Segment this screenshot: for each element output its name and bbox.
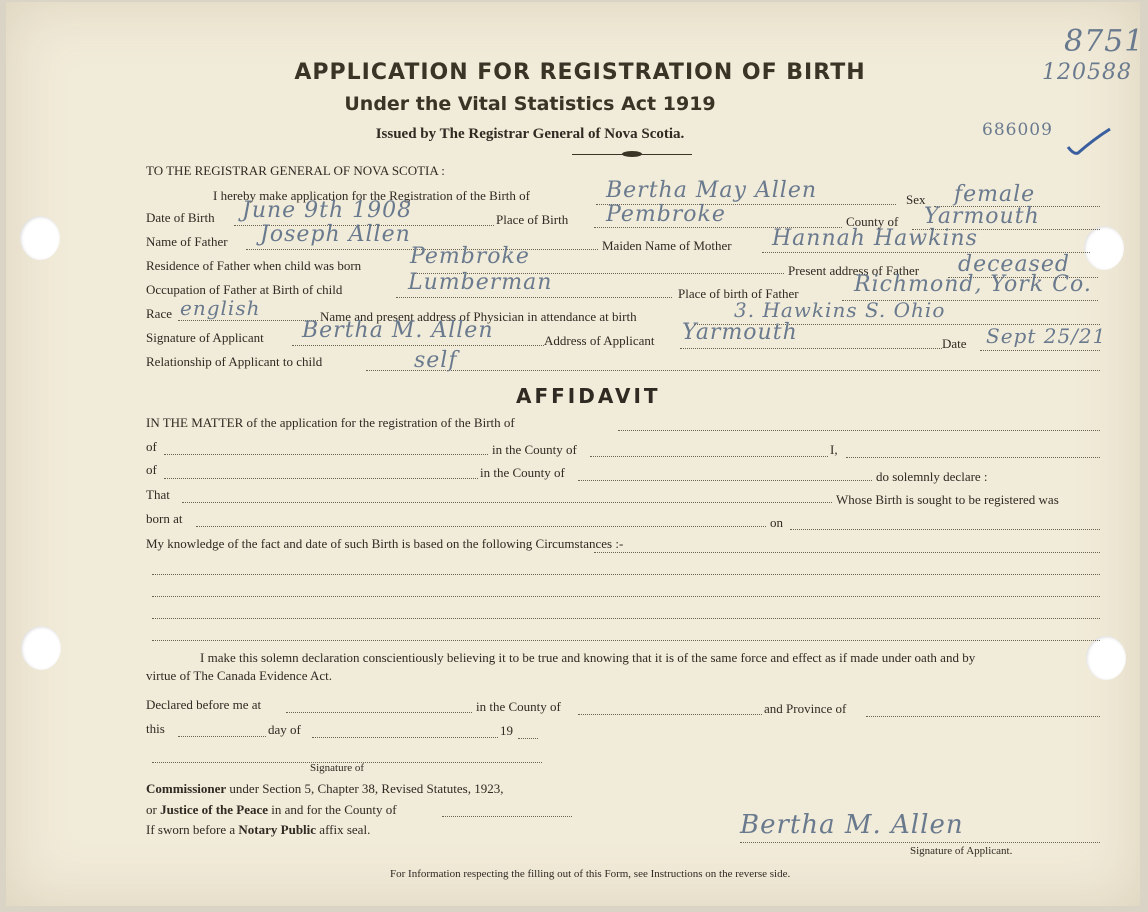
applicant-signature-line — [292, 345, 544, 346]
justice-line — [146, 802, 397, 818]
on-line — [790, 529, 1100, 530]
date-line — [980, 350, 1100, 351]
to-registrar-line: TO THE REGISTRAR GENERAL OF NOVA SCOTIA : — [146, 163, 445, 178]
father-entry: Joseph Allen — [260, 222, 411, 247]
province-label: and Province of — [764, 701, 847, 716]
punch-hole-bottom-left — [21, 626, 61, 670]
declaration-line-2: virtue of The Canada Evidence Act. — [146, 668, 333, 683]
pob-entry: Pembroke — [606, 202, 726, 227]
relationship-entry: self — [414, 348, 458, 373]
signature-applicant-caption: Signature of Applicant. — [910, 845, 1013, 857]
knowledge-line-1 — [152, 574, 1100, 575]
affidavit-title: AFFIDAVIT — [516, 384, 661, 408]
residence-label: Residence of Father when child was born — [146, 258, 362, 273]
justice-county-line — [442, 816, 572, 817]
commissioner-line — [146, 781, 503, 797]
father-birthplace-label: Place of birth of Father — [678, 286, 799, 301]
bottom-signature-entry: Bertha M. Allen — [740, 810, 964, 840]
of2-line — [164, 478, 478, 479]
justice-bold: Justice of the Peace — [160, 802, 269, 817]
header-ornament — [572, 154, 692, 159]
occupation-entry: Lumberman — [408, 270, 553, 295]
that-line — [182, 502, 832, 503]
race-line — [178, 320, 318, 321]
document-page — [6, 2, 1145, 906]
affidavit-county-1: in the County of — [492, 442, 577, 457]
applicant-signature-entry: Bertha M. Allen — [302, 318, 494, 343]
affidavit-on: on — [770, 515, 783, 530]
knowledge-line-4 — [152, 640, 1100, 641]
present-address-label: Present address of Father — [788, 263, 920, 278]
document-subtitle: Under the Vital Statistics Act 1919 — [344, 93, 716, 115]
mother-label: Maiden Name of Mother — [602, 238, 732, 253]
father-birthplace-entry: Richmond, York Co. — [854, 272, 1092, 297]
province-line — [866, 716, 1100, 717]
applicant-address-label: Address of Applicant — [544, 333, 655, 348]
race-entry: english — [180, 296, 261, 320]
born-at-line — [196, 526, 766, 527]
margin-number-middle: 120588 — [1042, 60, 1132, 85]
intro-text: I hereby make application for the Registration of the Birth of — [213, 188, 530, 203]
county2-line — [578, 480, 872, 481]
notary-bold: Notary Public — [238, 822, 317, 837]
margin-number-top: 8751 — [1064, 24, 1145, 59]
applicant-address-entry: Yarmouth — [682, 320, 798, 345]
sex-entry: female — [954, 182, 1036, 207]
physician-label: Name and present address of Physician in attendance at birth — [320, 309, 637, 324]
county1-line — [590, 456, 828, 457]
date-entry: Sept 25/21 — [986, 324, 1107, 348]
knowledge-line-2 — [152, 596, 1100, 597]
father-label: Name of Father — [146, 234, 228, 249]
dob-label: Date of Birth — [146, 210, 215, 225]
dob-entry: June 9th 1908 — [242, 198, 413, 223]
date-label: Date — [942, 336, 967, 351]
relationship-label: Relationship of Applicant to child — [146, 354, 323, 369]
sex-label: Sex — [906, 192, 926, 207]
day-of-line — [312, 737, 498, 738]
applicant-address-line — [680, 348, 942, 349]
affidavit-county-2: in the County of — [480, 465, 565, 480]
affidavit-that: That — [146, 487, 170, 502]
sworn-text-2: affix seal. — [319, 822, 371, 837]
sworn-text-1: If sworn before a — [146, 822, 236, 837]
pob-label: Place of Birth — [496, 212, 569, 227]
punch-hole-right-bottom — [1086, 636, 1126, 680]
mother-entry: Hannah Hawkins — [772, 226, 978, 251]
of1-line — [164, 454, 488, 455]
occupation-label: Occupation of Father at Birth of child — [146, 282, 343, 297]
declared-before-label: Declared before me at — [146, 697, 262, 712]
i-line — [846, 457, 1100, 458]
this-line — [178, 736, 266, 737]
declaration-line-1: I make this solemn declaration conscientiously believing it to be true and knowing that it is of the same force and effect as if made under oath and by — [200, 650, 976, 665]
affidavit-whose: Whose Birth is sought to be registered was — [836, 492, 1059, 507]
residence-entry: Pembroke — [410, 244, 530, 269]
commissioner-bold: Commissioner — [146, 781, 227, 796]
issuer-line: Issued by The Registrar General of Nova Scotia. — [375, 126, 685, 142]
county-entry: Yarmouth — [924, 204, 1040, 229]
declared-line — [286, 712, 472, 713]
punch-hole-top — [20, 216, 60, 260]
race-label: Race — [146, 306, 172, 321]
affidavit-of-2: of — [146, 462, 157, 477]
day-of-label: day of — [268, 722, 301, 737]
commissioner-rest: under Section 5, Chapter 38, Revised Statutes, 1923, — [229, 781, 504, 796]
knowledge-line-3 — [152, 618, 1100, 619]
child-name-entry: Bertha May Allen — [606, 178, 818, 203]
year-line — [518, 738, 538, 739]
occupation-line — [396, 297, 672, 298]
applicant-signature-label: Signature of Applicant — [146, 330, 264, 345]
or-word: or — [146, 802, 157, 817]
county3-line — [578, 714, 762, 715]
affidavit-of-1: of — [146, 439, 157, 454]
margin-number-stamp: 686009 — [982, 120, 1053, 140]
county-label: County of — [846, 214, 899, 229]
affidavit-matter: IN THE MATTER of the application for the registration of the Birth of — [146, 415, 515, 430]
this-label: this — [146, 721, 165, 736]
present-address-entry: deceased — [958, 252, 1070, 277]
knowledge-line-0 — [594, 552, 1100, 553]
affidavit-declare: do solemnly declare : — [876, 469, 988, 484]
footer-note: For Information respecting the filling out of this Form, see Instructions on the reverse side. — [390, 868, 791, 880]
year-label: 19 — [500, 723, 513, 738]
document-title: APPLICATION FOR REGISTRATION OF BIRTH — [294, 60, 866, 85]
affidavit-i-mark: I, — [830, 442, 838, 457]
matter-line — [618, 430, 1100, 431]
notary-line — [146, 822, 370, 838]
affidavit-knowledge: My knowledge of the fact and date of such Birth is based on the following Circumstances :- — [146, 536, 624, 551]
bottom-signature-line — [740, 842, 1100, 843]
physician-entry: 3. Hawkins S. Ohio — [734, 298, 946, 322]
punch-hole-right-top — [1084, 226, 1124, 270]
relationship-line — [366, 370, 1100, 371]
signature-of-caption: Signature of — [310, 762, 365, 774]
justice-rest: in and for the County of — [271, 802, 397, 817]
affidavit-born-at: born at — [146, 511, 183, 526]
county-3-label: in the County of — [476, 699, 561, 714]
